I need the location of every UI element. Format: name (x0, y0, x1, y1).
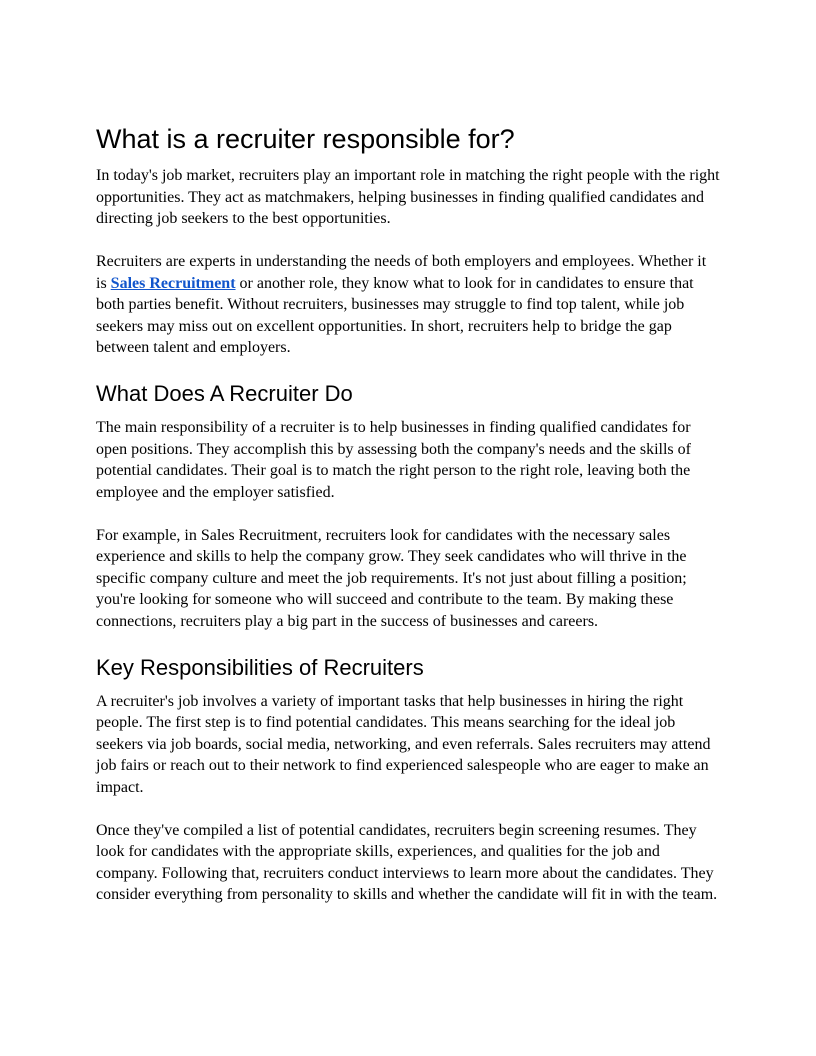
section-2-paragraph-2: Once they've compiled a list of potential candidates, recruiters begin screening resumes. They look for candidates with the appropriate skills, experiences, and qualities for the job and company. Following that, recruiters conduct interviews to learn more about the candidates. They consider everything from personality to skills and whether the candidate will fit in with the team. (96, 821, 718, 903)
sales-recruitment-link[interactable]: Sales Recruitment (110, 274, 236, 292)
page-title: What is a recruiter responsible for? (96, 124, 515, 154)
section-heading-what-does-a-recruiter-do: What Does A Recruiter Do (96, 381, 353, 406)
section-heading-key-responsibilities-of-recruiters: Key Responsibilities of Recruiters (96, 654, 424, 680)
section-2-paragraph-1: A recruiter's job involves a variety of important tasks that help businesses in hiring the right people. The first step is to find potential candidates. This means searching for the ideal job seekers via job boards, social media, networking, and even referrals. Sales recruiters may attend job fairs or reach out to their network to find experienced salespeople who are eager to make an impact. (96, 692, 711, 796)
section-1-paragraph-1: The main responsibility of a recruiter is to help businesses in finding qualified candidates for open positions. They accomplish this by assessing both the company's needs and the skills of potential candidates. Their goal is to match the right person to the right role, leaving both the employee and the employer satisfied. (96, 419, 691, 501)
section-1-paragraph-2: For example, in Sales Recruitment, recruiters look for candidates with the necessary sales experience and skills to help the company grow. They seek candidates who will thrive in the specific company culture and meet the job requirements. It's not just about filling a position; you're looking for someone who will succeed and contribute to the team. By making these connections, recruiters play a big part in the success of businesses and careers. (96, 526, 687, 630)
intro-paragraph-2 (96, 251, 720, 359)
intro-paragraph-1: In today's job market, recruiters play an important role in matching the right people with the right opportunities. They act as matchmakers, helping businesses in finding qualified candidates and directing job seekers to the best opportunities. (96, 167, 720, 227)
intro-paragraph-2-text-after-link: or another role, they know what to look for in candidates to ensure that both parties benefit. Without recruiters, businesses may struggle to find top talent, while job seekers may miss out on excellent opportunities. In short, recruiters help to bridge the gap between talent and employers. (96, 274, 694, 356)
intro-paragraph-2-text-before-link: Recruiters are experts in understanding the needs of both employers and employees. Whether it is (96, 253, 707, 292)
